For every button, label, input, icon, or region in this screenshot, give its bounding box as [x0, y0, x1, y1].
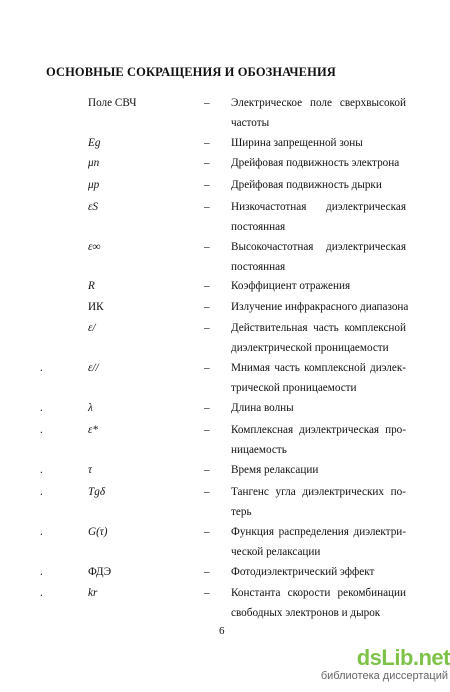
- term-definition: [231, 237, 406, 277]
- term-symbol: λ: [88, 402, 93, 414]
- definition-line: частоты: [231, 117, 270, 129]
- term-symbol: ε∞: [88, 241, 101, 253]
- term-definition: [231, 175, 406, 195]
- term-symbol: μn: [88, 157, 100, 169]
- watermark: [300, 647, 450, 683]
- definition-line: Мнимая часть комплексной диэлек-: [231, 362, 406, 374]
- term-definition: [231, 482, 406, 522]
- watermark-subtitle: библиотека диссертаций: [320, 670, 448, 682]
- definition-line: постоянная: [231, 261, 286, 273]
- definition-line: Тангенс угла диэлектрических по-: [231, 486, 406, 498]
- term-definition: [231, 420, 406, 460]
- term-definition: [231, 276, 406, 296]
- definition-line: Ширина запрещенной зоны: [231, 137, 363, 149]
- definition-line: ницаемость: [231, 444, 287, 456]
- definition-line: Дрейфовая подвижность дырки: [231, 179, 382, 191]
- dash-separator: –: [204, 587, 210, 599]
- term-definition: [231, 522, 406, 562]
- term-symbol: Eg: [88, 137, 101, 149]
- term-symbol: R: [88, 280, 95, 292]
- term-symbol: G(τ): [88, 526, 108, 538]
- dash-separator: –: [204, 486, 210, 498]
- term-definition: [231, 398, 406, 418]
- row-marker: .: [40, 486, 43, 498]
- dash-separator: –: [204, 322, 210, 334]
- definition-line: Коэффициент отражения: [231, 280, 351, 292]
- term-definition: [231, 318, 406, 358]
- term-definition: [231, 562, 406, 582]
- term-definition: [231, 583, 406, 623]
- definition-line: диэлектрической проницаемости: [231, 342, 389, 354]
- definition-line: Низкочастотная диэлектрическая: [231, 201, 406, 213]
- dash-separator: –: [204, 280, 210, 292]
- page-title: ОСНОВНЫЕ СОКРАЩЕНИЯ И ОБОЗНАЧЕНИЯ: [46, 65, 336, 79]
- definition-line: постоянная: [231, 221, 286, 233]
- definition-line: Длина волны: [231, 402, 294, 414]
- watermark-logo: dsLib.net: [356, 645, 450, 670]
- definition-line: Дрейфовая подвижность электрона: [231, 157, 400, 169]
- dash-separator: –: [204, 566, 210, 578]
- term-definition: [231, 93, 406, 133]
- dash-separator: –: [204, 201, 210, 213]
- definition-line: Время релаксации: [231, 464, 319, 476]
- definition-line: Функция распределения диэлектри-: [231, 526, 406, 538]
- definition-line: Фотодиэлектрический эффект: [231, 566, 375, 578]
- row-marker: .: [40, 566, 43, 578]
- definition-line: свободных электронов и дырок: [231, 607, 381, 619]
- dash-separator: –: [204, 97, 210, 109]
- term-definition: [231, 358, 406, 398]
- dash-separator: –: [204, 179, 210, 191]
- term-definition: [231, 460, 406, 480]
- term-symbol: kr: [88, 587, 98, 599]
- term-symbol: ИК: [88, 301, 104, 313]
- term-symbol: τ: [88, 464, 93, 476]
- term-definition: [231, 297, 409, 317]
- dash-separator: –: [204, 424, 210, 436]
- term-definition: [231, 197, 406, 237]
- term-symbol: ФДЭ: [88, 566, 112, 578]
- dash-separator: –: [204, 241, 210, 253]
- row-marker: .: [40, 526, 43, 538]
- definition-line: Излучение инфракрасного диапазона: [231, 301, 409, 313]
- term-symbol: Tgδ: [88, 486, 106, 498]
- term-symbol: Поле СВЧ: [88, 97, 137, 109]
- term-definition: [231, 153, 406, 173]
- definition-line: Высокочастотная диэлектрическая: [231, 241, 406, 253]
- definition-line: Электрическое поле сверхвысокой: [231, 97, 406, 109]
- dash-separator: –: [204, 301, 210, 313]
- definition-line: Действительная часть комплексной: [231, 322, 406, 334]
- definition-line: трической проницаемости: [231, 382, 357, 394]
- row-marker: .: [40, 587, 43, 599]
- definition-line: ческой релаксации: [231, 546, 321, 558]
- dash-separator: –: [204, 464, 210, 476]
- dash-separator: –: [204, 157, 210, 169]
- row-marker: .: [40, 424, 43, 436]
- row-marker: .: [40, 362, 43, 374]
- definition-line: Константа скорости рекомбинации: [231, 587, 406, 599]
- term-symbol: εS: [88, 201, 99, 213]
- term-symbol: ε*: [88, 424, 99, 436]
- term-symbol: ε//: [88, 362, 99, 374]
- page-number: 6: [219, 625, 225, 637]
- term-symbol: μp: [88, 179, 100, 191]
- dash-separator: –: [204, 402, 210, 414]
- dash-separator: –: [204, 526, 210, 538]
- row-marker: .: [40, 464, 43, 476]
- dash-separator: –: [204, 137, 210, 149]
- definition-line: Комплексная диэлектрическая про-: [231, 424, 406, 436]
- row-marker: .: [40, 402, 43, 414]
- dash-separator: –: [204, 362, 210, 374]
- term-definition: [231, 133, 406, 153]
- term-symbol: ε/: [88, 322, 96, 334]
- definition-line: терь: [231, 506, 252, 518]
